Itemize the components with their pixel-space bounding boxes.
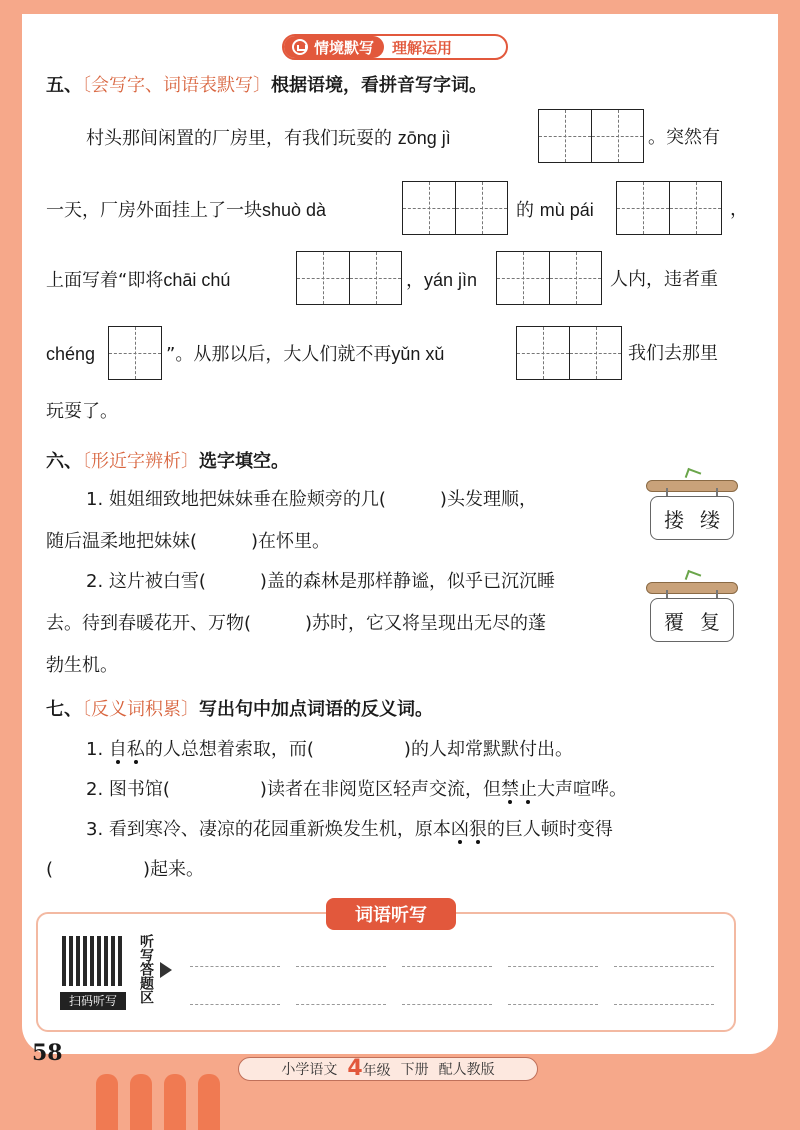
- header-tag-left: [284, 36, 384, 58]
- s7-text: 的巨人顿时变得: [486, 819, 613, 840]
- dictation-blank[interactable]: [296, 966, 386, 967]
- header-tag-left-text: 情境默写: [314, 38, 375, 57]
- dictation-blank[interactable]: [614, 1004, 714, 1005]
- dictation-blank[interactable]: [190, 966, 280, 967]
- section7-instruction: 写出句中加点词语的反义词。: [199, 699, 433, 720]
- choice-char: 缕: [700, 507, 720, 532]
- s5-text: ，: [406, 270, 424, 291]
- dotted-char: 止: [518, 779, 537, 800]
- arrow-right-icon: [160, 962, 172, 978]
- dotted-char: 自: [108, 739, 127, 760]
- sign-board: [650, 496, 734, 540]
- grade-number: 4: [347, 1055, 363, 1081]
- s7-q1: [86, 736, 573, 764]
- choice-char: 复: [700, 609, 720, 634]
- s7-text: 2. 图书馆( )读者在非阅览区轻声交流，但: [86, 779, 501, 800]
- dictation-blank[interactable]: [296, 1004, 386, 1005]
- s7-q3: [86, 816, 613, 844]
- choice-char: 覆: [664, 609, 684, 634]
- dictation-title: 词语听写: [326, 898, 456, 930]
- writing-box-chaichu[interactable]: [296, 251, 402, 305]
- answer-area-label: 听写答题区: [138, 934, 154, 1004]
- s5-text: 人内，违者重: [610, 269, 718, 290]
- page-number: 58: [32, 1040, 63, 1066]
- book-info-pill: [238, 1057, 538, 1081]
- dictation-blank[interactable]: [402, 1004, 492, 1005]
- choice-sign-1: [646, 470, 738, 546]
- s7-text: 1.: [86, 739, 109, 760]
- section-header-pill: [282, 34, 508, 60]
- choice-sign-2: [646, 572, 738, 648]
- section7-title: [46, 696, 433, 724]
- dotted-char: 凶: [450, 819, 469, 840]
- writing-box-shuoda[interactable]: [402, 181, 508, 235]
- section6-instruction: 选字填空。: [199, 451, 289, 472]
- s5-line3: [46, 266, 230, 295]
- s5-line4: [166, 340, 444, 369]
- grade-suffix: 年级: [362, 1062, 391, 1079]
- dictation-blank[interactable]: [190, 1004, 280, 1005]
- s6-q1-line1: 1. 姐姐细致地把妹妹垂在脸颊旁的几( )头发理顺，: [86, 489, 537, 510]
- dotted-char: 禁: [500, 779, 519, 800]
- writing-box-yunxu[interactable]: [516, 326, 622, 380]
- s7-q3-line2: ( )起来。: [46, 859, 205, 880]
- dictation-blank[interactable]: [508, 1004, 598, 1005]
- pinyin-cheng: chéng: [46, 344, 96, 364]
- s7-q2: [86, 776, 627, 804]
- writing-box-mupai[interactable]: [616, 181, 722, 235]
- s5-text: 。突然有: [648, 127, 720, 148]
- qr-code-icon[interactable]: [62, 936, 124, 986]
- pinyin-shuoda: shuò dà: [262, 200, 327, 220]
- scan-to-dictate-label[interactable]: 扫码听写: [60, 992, 126, 1010]
- dotted-char: 私: [126, 739, 145, 760]
- dictation-blank[interactable]: [402, 966, 492, 967]
- dictation-blank[interactable]: [614, 966, 714, 967]
- binding-tab: [198, 1074, 220, 1130]
- s5-text: 玩耍了。: [46, 401, 118, 422]
- writing-box-yanjin[interactable]: [496, 251, 602, 305]
- s5-text: ”。从那以后，大人们就不再: [166, 344, 392, 365]
- choice-char: 搂: [664, 507, 684, 532]
- s7-text: 3. 看到寒冷、凄凉的花园重新焕发生机，原本: [86, 819, 451, 840]
- s5-text: 一天，厂房外面挂上了一块: [46, 200, 262, 221]
- dictation-blank[interactable]: [508, 966, 598, 967]
- section7-number: 七、: [46, 699, 82, 720]
- s5-line1: [86, 124, 451, 153]
- binding-tab: [96, 1074, 118, 1130]
- section5-instruction: 根据语境，看拼音写字词。: [271, 75, 487, 96]
- sign-bar: [646, 480, 738, 492]
- pinyin-zongji: zōng jì: [397, 128, 451, 148]
- pinyin-yunxu: yǔn xǔ: [391, 344, 445, 364]
- section5-number: 五、: [46, 75, 82, 96]
- recorder-icon: [292, 39, 308, 55]
- s6-q2-line1: 2. 这片被白雪( )盖的森林是那样静谧，似乎已沉沉睡: [86, 571, 555, 592]
- binding-tab: [164, 1074, 186, 1130]
- s6-q1-line2: 随后温柔地把妹妹( )在怀里。: [46, 531, 331, 552]
- writing-box-cheng[interactable]: [108, 326, 162, 380]
- s6-q2-line2: 去。待到春暖花开、万物( )苏时，它又将呈现出无尽的蓬: [46, 613, 547, 634]
- sign-board: [650, 598, 734, 642]
- section6-tag: 〔形近字辨析〕: [82, 451, 199, 472]
- section7-tag: 〔反义词积累〕: [82, 699, 199, 720]
- s5-text: 村头那间闲置的厂房里，有我们玩耍的: [86, 128, 392, 149]
- s5-text: ，: [730, 199, 748, 220]
- s5-text: 的: [516, 200, 534, 221]
- s7-text: 大声喧哗。: [536, 779, 627, 800]
- s5-text: 上面写着“即将: [46, 270, 164, 291]
- subject-label: 小学语文: [281, 1062, 338, 1078]
- term-label: 下册: [400, 1062, 429, 1078]
- writing-box-zongji[interactable]: [538, 109, 644, 163]
- s5-text: 我们去那里: [628, 343, 718, 364]
- section5-title: [46, 72, 487, 100]
- pinyin-mupai: mù pái: [539, 200, 594, 220]
- s7-text: 的人总想着索取，而( )的人却常默默付出。: [144, 739, 573, 760]
- section6-number: 六、: [46, 451, 82, 472]
- dotted-char: 狠: [468, 819, 487, 840]
- section6-title: [46, 448, 289, 476]
- s6-q2-line3: 勃生机。: [46, 655, 118, 676]
- binding-tab: [130, 1074, 152, 1130]
- edition-label: 配人教版: [438, 1062, 495, 1078]
- s5-line2: [46, 196, 326, 225]
- sign-bar: [646, 582, 738, 594]
- header-tag-right: 理解运用: [392, 38, 453, 57]
- s5-line3b: [406, 266, 477, 295]
- pinyin-chaichu: chāi chú: [163, 270, 231, 290]
- s5-line2b: [516, 196, 594, 225]
- pinyin-yanjin: yán jìn: [424, 270, 478, 290]
- section5-tag: 〔会写字、词语表默写〕: [82, 75, 271, 96]
